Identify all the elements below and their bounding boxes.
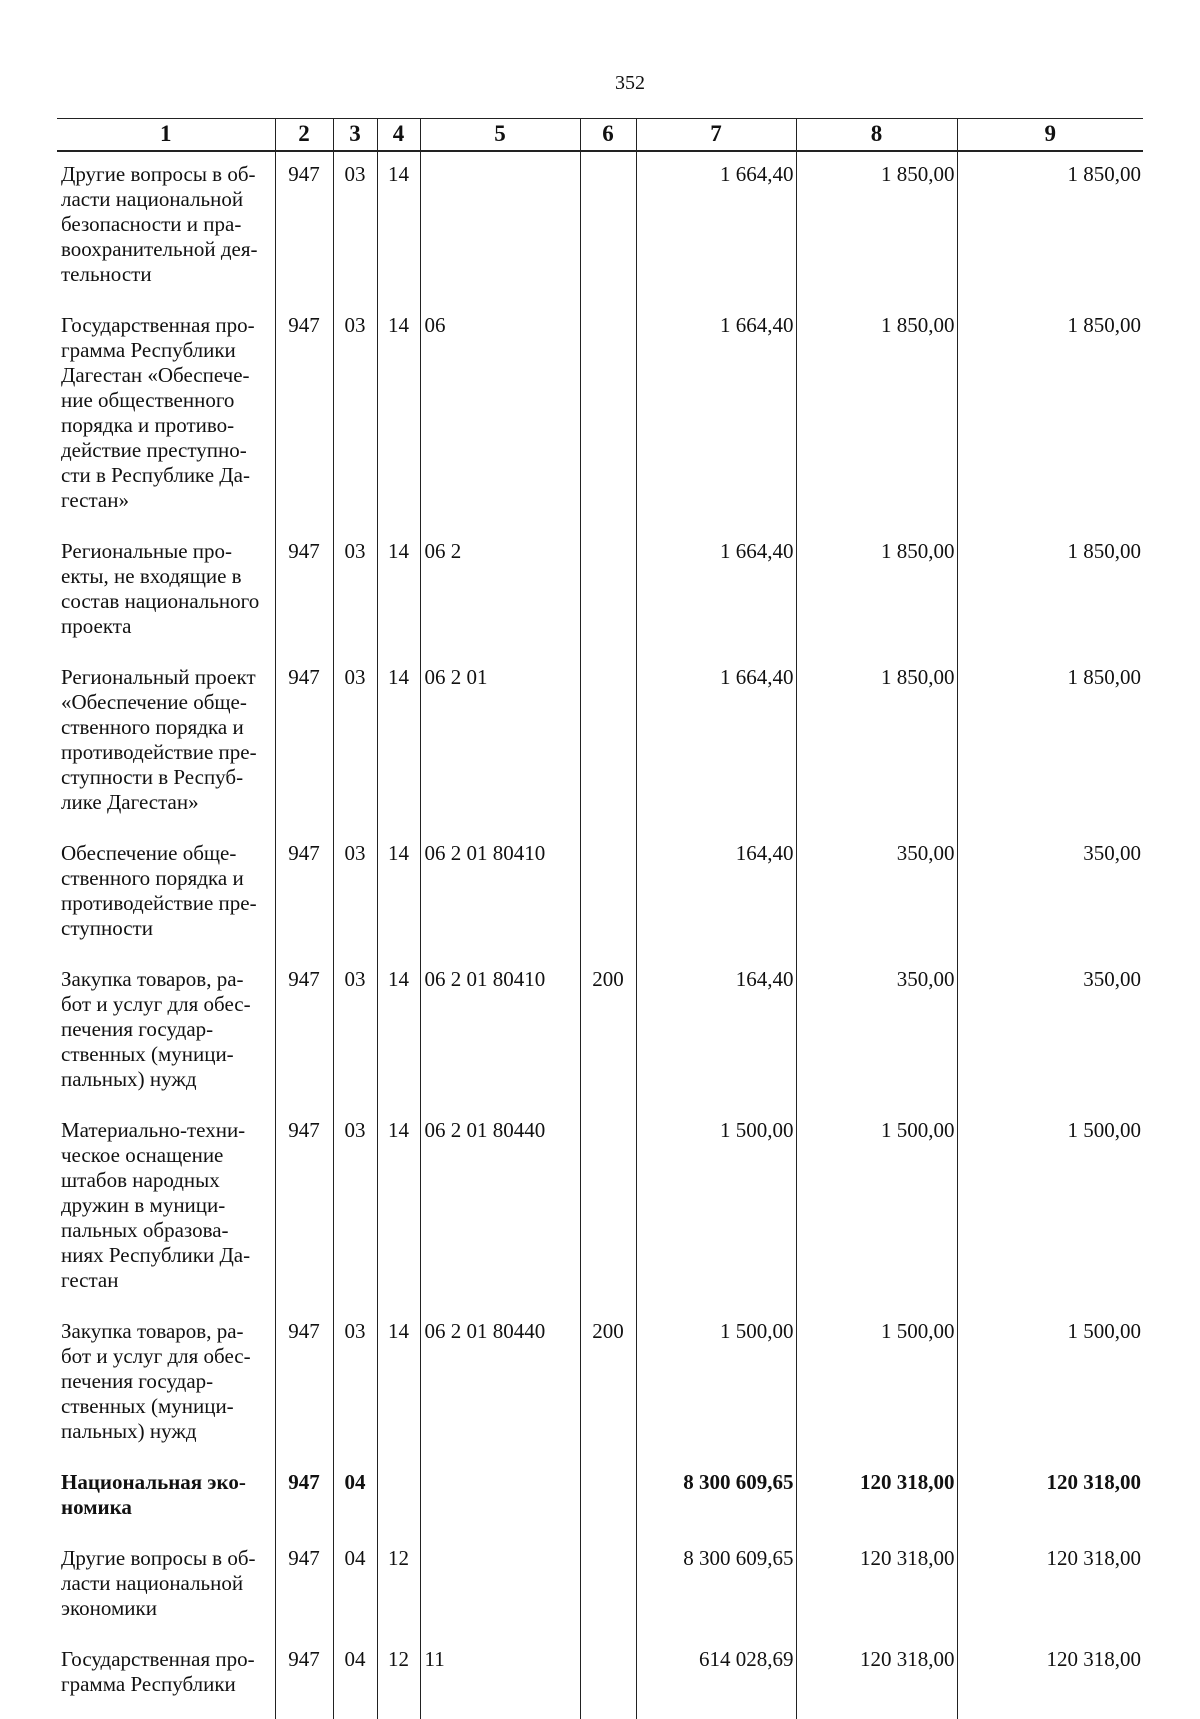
cell-col-6	[580, 831, 636, 957]
table-row	[57, 957, 1143, 1108]
cell-col-9: 1 850,00	[957, 151, 1143, 303]
row-name: Региональные про- екты, не входящие в состав национального проекта	[61, 539, 260, 638]
cell-col-4	[377, 1460, 420, 1536]
cell-col-4: 14	[377, 1309, 420, 1460]
cell-col-8: 1 850,00	[796, 529, 957, 655]
cell-col-2: 947	[275, 831, 333, 957]
row-name: Региональный проект «Обеспечение обще- ственного порядка и противодействие пре- ступности в Респуб- лике Дагестан»	[61, 665, 257, 814]
table-row	[57, 151, 1143, 303]
cell-col-3: 03	[333, 831, 377, 957]
cell-col-4: 12	[377, 1637, 420, 1719]
cell-col-6	[580, 1637, 636, 1719]
cell-col-7: 164,40	[636, 831, 796, 957]
cell-col-9: 1 850,00	[957, 303, 1143, 529]
cell-col-7: 1 500,00	[636, 1309, 796, 1460]
column-header-8: 8	[796, 119, 957, 152]
cell-col-8: 350,00	[796, 957, 957, 1108]
cell-col-3: 04	[333, 1637, 377, 1719]
table-row	[57, 529, 1143, 655]
table-row	[57, 831, 1143, 957]
cell-col-7: 1 664,40	[636, 529, 796, 655]
cell-col-7: 164,40	[636, 957, 796, 1108]
cell-col-2: 947	[275, 1637, 333, 1719]
cell-col-2: 947	[275, 1460, 333, 1536]
cell-col-2: 947	[275, 655, 333, 831]
column-header-9: 9	[957, 119, 1143, 152]
row-name: Закупка товаров, ра- бот и услуг для обес- печения государ- ственных (муници- пальных) нужд	[61, 1319, 251, 1443]
cell-col-8: 120 318,00	[796, 1536, 957, 1637]
cell-col-2: 947	[275, 529, 333, 655]
row-name: Государственная про- грамма Республики Дагестан «Обеспече- ние общественного порядка и противо- действие преступно- сти в Республике Да- гестан»	[61, 313, 255, 512]
cell-col-2: 947	[275, 151, 333, 303]
cell-col-2: 947	[275, 1536, 333, 1637]
cell-col-3: 04	[333, 1536, 377, 1637]
table-row	[57, 1309, 1143, 1460]
cell-col-9: 120 318,00	[957, 1460, 1143, 1536]
cell-col-5: 11	[420, 1637, 580, 1719]
column-header-1: 1	[57, 119, 275, 152]
cell-col-3: 03	[333, 529, 377, 655]
row-name: Закупка товаров, ра- бот и услуг для обес- печения государ- ственных (муници- пальных) нужд	[61, 967, 251, 1091]
cell-col-5: 06 2 01 80410	[420, 957, 580, 1108]
row-name: Национальная эко- номика	[61, 1470, 246, 1519]
cell-col-3: 04	[333, 1460, 377, 1536]
cell-col-5: 06 2	[420, 529, 580, 655]
cell-col-4: 14	[377, 655, 420, 831]
cell-col-4: 14	[377, 831, 420, 957]
cell-col-3: 03	[333, 151, 377, 303]
column-header-5: 5	[420, 119, 580, 152]
page-number: 352	[615, 72, 645, 94]
cell-col-9: 1 500,00	[957, 1108, 1143, 1309]
cell-col-7: 8 300 609,65	[636, 1460, 796, 1536]
cell-col-6	[580, 655, 636, 831]
table-row	[57, 1536, 1143, 1637]
cell-col-6	[580, 151, 636, 303]
cell-col-6: 200	[580, 1309, 636, 1460]
cell-col-9: 120 318,00	[957, 1536, 1143, 1637]
row-name: Материально-техни- ческое оснащение штабов народных дружин в муници- пальных образова- ниях Республики Да- гестан	[61, 1118, 251, 1292]
cell-col-9: 120 318,00	[957, 1637, 1143, 1719]
cell-col-6	[580, 1108, 636, 1309]
cell-col-6	[580, 1460, 636, 1536]
cell-col-6: 200	[580, 957, 636, 1108]
cell-col-5: 06 2 01 80410	[420, 831, 580, 957]
cell-col-3: 03	[333, 1108, 377, 1309]
cell-col-9: 350,00	[957, 831, 1143, 957]
cell-col-8: 120 318,00	[796, 1637, 957, 1719]
table-row	[57, 303, 1143, 529]
cell-col-9: 350,00	[957, 957, 1143, 1108]
cell-col-9: 1 850,00	[957, 529, 1143, 655]
cell-col-6	[580, 1536, 636, 1637]
cell-col-7: 1 664,40	[636, 655, 796, 831]
cell-col-5: 06 2 01	[420, 655, 580, 831]
column-header-4: 4	[377, 119, 420, 152]
cell-col-9: 1 500,00	[957, 1309, 1143, 1460]
column-header-7: 7	[636, 119, 796, 152]
cell-col-8: 1 850,00	[796, 655, 957, 831]
cell-col-3: 03	[333, 303, 377, 529]
cell-col-4: 14	[377, 957, 420, 1108]
cell-col-5	[420, 1536, 580, 1637]
cell-col-4: 12	[377, 1536, 420, 1637]
row-name: Государственная про- грамма Республики	[61, 1647, 255, 1696]
budget-table	[57, 118, 1143, 1719]
cell-col-2: 947	[275, 1309, 333, 1460]
column-header-6: 6	[580, 119, 636, 152]
cell-col-8: 1 500,00	[796, 1108, 957, 1309]
table-row	[57, 1108, 1143, 1309]
cell-col-5: 06	[420, 303, 580, 529]
cell-col-7: 1 664,40	[636, 151, 796, 303]
cell-col-4: 14	[377, 529, 420, 655]
cell-col-8: 1 850,00	[796, 151, 957, 303]
cell-col-8: 1 850,00	[796, 303, 957, 529]
column-header-2: 2	[275, 119, 333, 152]
cell-col-3: 03	[333, 1309, 377, 1460]
cell-col-9: 1 850,00	[957, 655, 1143, 831]
row-name: Обеспечение обще- ственного порядка и противодействие пре- ступности	[61, 841, 257, 940]
header-row	[57, 119, 1143, 152]
cell-col-3: 03	[333, 655, 377, 831]
cell-col-2: 947	[275, 1108, 333, 1309]
cell-col-5	[420, 1460, 580, 1536]
cell-col-7: 1 500,00	[636, 1108, 796, 1309]
cell-col-7: 1 664,40	[636, 303, 796, 529]
cell-col-8: 1 500,00	[796, 1309, 957, 1460]
cell-col-8: 120 318,00	[796, 1460, 957, 1536]
row-name: Другие вопросы в об- ласти национальной безопасности и пра- воохранительной дея- тельности	[61, 162, 258, 286]
cell-col-2: 947	[275, 957, 333, 1108]
cell-col-6	[580, 529, 636, 655]
cell-col-4: 14	[377, 1108, 420, 1309]
table-header	[57, 119, 1143, 152]
table-row	[57, 1637, 1143, 1719]
table-body	[57, 151, 1143, 1719]
cell-col-2: 947	[275, 303, 333, 529]
column-header-3: 3	[333, 119, 377, 152]
cell-col-5: 06 2 01 80440	[420, 1108, 580, 1309]
cell-col-7: 8 300 609,65	[636, 1536, 796, 1637]
cell-col-4: 14	[377, 151, 420, 303]
table-row	[57, 655, 1143, 831]
cell-col-8: 350,00	[796, 831, 957, 957]
cell-col-7: 614 028,69	[636, 1637, 796, 1719]
cell-col-5: 06 2 01 80440	[420, 1309, 580, 1460]
row-name: Другие вопросы в об- ласти национальной экономики	[61, 1546, 256, 1620]
cell-col-4: 14	[377, 303, 420, 529]
table-row	[57, 1460, 1143, 1536]
cell-col-6	[580, 303, 636, 529]
cell-col-5	[420, 151, 580, 303]
cell-col-3: 03	[333, 957, 377, 1108]
